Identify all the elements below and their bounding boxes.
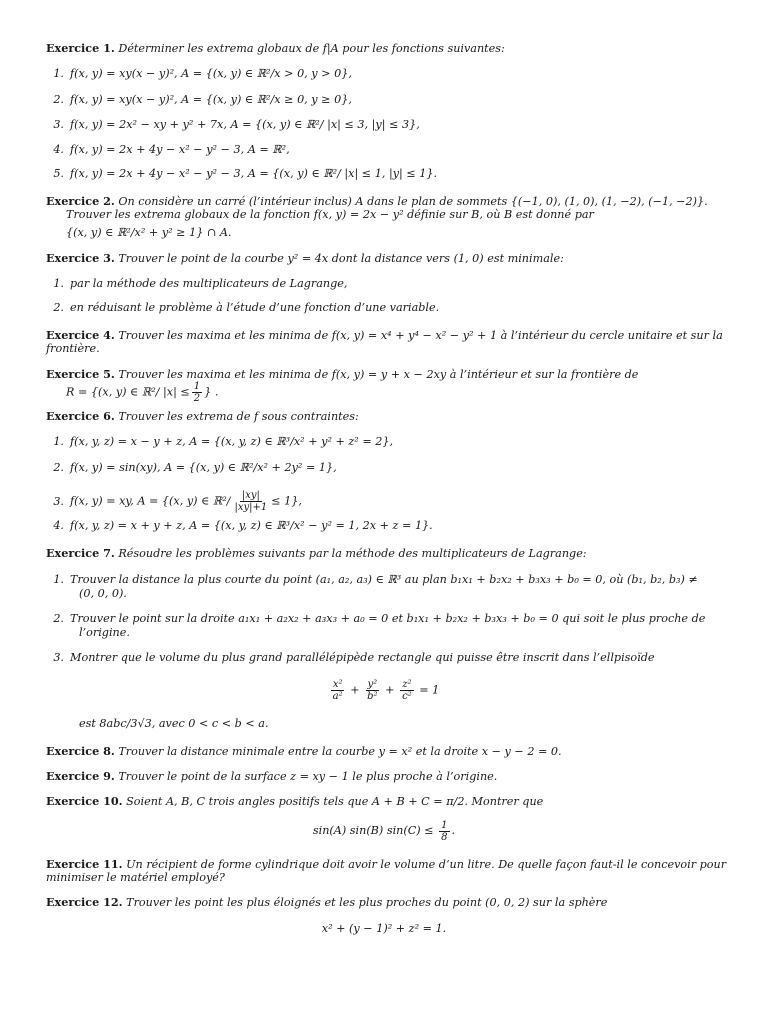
equation-rhs: = 1 xyxy=(419,683,440,697)
item-text: par la méthode des multiplicateurs de Lagrange, xyxy=(70,277,348,290)
item-number: 4. xyxy=(53,143,64,156)
exercise-6-statement xyxy=(46,409,359,424)
item-text: Trouver le point sur la droite a₁x₁ + a₂x₂ + a₃x₃ + a₀ = 0 et b₁x₁ + b₂x₂ + b₃x₃ + b₀ = 0 qui soit le plus proche de xyxy=(70,612,706,625)
exercise-5-text: Trouver les maxima et les minima de f(x, y) = y + x − 2xy à l’intérieur et sur la frontière de xyxy=(118,368,639,381)
exercise-2-line-2: Trouver les extrema globaux de la fonction f(x, y) = 2x − y² définie sur B, où B est donné par xyxy=(66,208,594,221)
exercise-4-text: Trouver les maxima et les minima de f(x, y) = x⁴ + y⁴ − x² − y² + 1 à l’intérieur du cercle unitaire et sur la xyxy=(118,329,723,342)
item-text: f(x, y, z) = x + y + z, A = {(x, y, z) ∈ ℝ³/x² − y² = 1, 2x + z = 1}. xyxy=(70,519,433,532)
exercise-11-text: Un récipient de forme cylindrique doit avoir le volume d’un litre. De quelle façon faut-il le concevoir pour xyxy=(126,858,727,871)
exercise-7-item-2-continued: l’origine. xyxy=(79,626,130,639)
exercise-8-statement xyxy=(46,744,562,759)
item-text: Montrer que le volume du plus grand parallélépipède rectangle qui puisse être inscrit dans l’ellpisoïde xyxy=(70,651,655,664)
set-definition-end: } . xyxy=(204,385,219,399)
exercise-1-heading: Exercice 1. xyxy=(46,41,115,55)
exercise-6-item-3 xyxy=(46,490,302,513)
fraction-numerator: 1 xyxy=(193,381,201,392)
fraction-numerator: x² xyxy=(332,679,343,690)
exercise-6-item-1 xyxy=(46,435,393,449)
exercise-1-item-4 xyxy=(46,143,290,157)
exercise-9-text: Trouver le point de la surface z = xy − 1 le plus proche à l’origine. xyxy=(118,770,498,783)
fraction-y2-b2 xyxy=(365,679,379,702)
inequality-lhs: sin(A) sin(B) sin(C) ≤ xyxy=(312,824,434,837)
exercise-8-heading: Exercice 8. xyxy=(46,744,115,758)
item-text: f(x, y) = xy(x − y)², A = {(x, y) ∈ ℝ²/x > 0, y > 0}, xyxy=(70,67,352,80)
exercise-2-line-3: {(x, y) ∈ ℝ²/x² + y² ≥ 1} ∩ A. xyxy=(66,226,232,239)
exercise-7-item-2 xyxy=(46,612,705,626)
item-number: 4. xyxy=(53,519,64,532)
exercise-7-heading: Exercice 7. xyxy=(46,546,115,560)
item-number: 2. xyxy=(53,461,64,474)
exercise-9-statement xyxy=(46,769,497,784)
plus-sign: + xyxy=(350,683,360,697)
exercise-6-heading: Exercice 6. xyxy=(46,409,115,423)
set-definition-start: R = {(x, y) ∈ ℝ²/ |x| ≤ xyxy=(66,385,190,399)
fraction-denominator: |xy|+1 xyxy=(234,502,268,513)
exercise-3-heading: Exercice 3. xyxy=(46,251,115,265)
item-text: f(x, y) = 2x² − xy + y² + 7x, A = {(x, y) ∈ ℝ²/ |x| ≤ 3, |y| ≤ 3}, xyxy=(70,118,420,131)
item-text: f(x, y) = 2x + 4y − x² − y² − 3, A = ℝ², xyxy=(70,143,290,156)
exercise-11-statement xyxy=(46,857,726,872)
exercise-7-conclusion: est 8abc/3√3, avec 0 < c < b < a. xyxy=(79,717,269,730)
exercise-1-text: Déterminer les extrema globaux de f|A pour les fonctions suivantes: xyxy=(118,42,505,55)
exercise-1-item-2 xyxy=(46,93,352,107)
exercise-7-item-3 xyxy=(46,651,655,665)
exercise-6-item-4 xyxy=(46,519,433,533)
exercise-10-statement xyxy=(46,794,543,809)
fraction-denominator: a² xyxy=(332,691,343,702)
item-number: 1. xyxy=(53,277,64,290)
fraction-numerator: 1 xyxy=(441,819,448,831)
item-number: 3. xyxy=(53,118,64,131)
fraction-denominator: c² xyxy=(402,691,412,702)
fraction-denominator: 8 xyxy=(441,831,448,843)
fraction-denominator: 2 xyxy=(193,393,201,404)
item-text: f(x, y, z) = x − y + z, A = {(x, y, z) ∈ ℝ³/x² + y² + z² = 2}, xyxy=(70,435,394,448)
exercise-7-item-1-continued: (0, 0, 0). xyxy=(79,587,127,600)
exercise-6-text: Trouver les extrema de f sous contraintes: xyxy=(118,410,359,423)
fraction-x2-a2 xyxy=(331,679,345,702)
inequality-end: . xyxy=(451,824,456,837)
item-text-end: ≤ 1}, xyxy=(271,494,302,508)
item-text: f(x, y) = xy(x − y)², A = {(x, y) ∈ ℝ²/x ≥ 0, y ≥ 0}, xyxy=(70,93,352,106)
exercise-3-item-2 xyxy=(46,301,439,315)
exercise-7-text: Résoudre les problèmes suivants par la méthode des multiplicateurs de Lagrange: xyxy=(118,547,587,560)
exercise-4-heading: Exercice 4. xyxy=(46,328,115,342)
exercise-1-item-3 xyxy=(46,118,420,132)
item-number: 1. xyxy=(53,573,64,586)
exercise-11-heading: Exercice 11. xyxy=(46,857,123,871)
fraction-xy xyxy=(232,490,269,513)
fraction-z2-c2 xyxy=(400,679,414,702)
exercise-9-heading: Exercice 9. xyxy=(46,769,115,783)
ellipsoid-equation xyxy=(0,679,768,702)
exercise-11-line-2: minimiser le matériel employé? xyxy=(46,871,225,884)
exercise-4-statement xyxy=(46,328,723,343)
plus-sign: + xyxy=(385,683,395,697)
exercise-2-statement xyxy=(46,194,708,209)
exercise-1-statement xyxy=(46,41,505,56)
item-text-start: f(x, y) = xy, A = {(x, y) ∈ ℝ²/ xyxy=(70,494,231,508)
fraction-numerator: |xy| xyxy=(241,490,260,501)
exercise-12-statement xyxy=(46,895,607,910)
item-number: 5. xyxy=(53,167,64,180)
item-text: en réduisant le problème à l’étude d’une fonction d’une variable. xyxy=(70,301,440,314)
item-number: 2. xyxy=(53,612,64,625)
exercise-5-line-2 xyxy=(66,381,218,404)
item-text: f(x, y) = 2x + 4y − x² − y² − 3, A = {(x, y) ∈ ℝ²/ |x| ≤ 1, |y| ≤ 1}. xyxy=(70,167,438,180)
sphere-equation: x² + (y − 1)² + z² = 1. xyxy=(321,922,447,935)
fraction-numerator: z² xyxy=(402,679,412,690)
exercise-4-line-2: frontière. xyxy=(46,342,100,355)
fraction-numerator: y² xyxy=(367,679,378,690)
item-number: 1. xyxy=(53,435,64,448)
exercise-12-heading: Exercice 12. xyxy=(46,895,123,909)
exercise-3-item-1 xyxy=(46,277,347,291)
exercise-5-heading: Exercice 5. xyxy=(46,367,115,381)
exercise-8-text: Trouver la distance minimale entre la courbe y = x² et la droite x − y − 2 = 0. xyxy=(118,745,562,758)
item-text: Trouver la distance la plus courte du point (a₁, a₂, a₃) ∈ ℝ³ au plan b₁x₁ + b₂x₂ + b₃x₃ + b₀ = 0, où (b₁, b₂, b₃) ≠ xyxy=(70,573,698,586)
item-number: 1. xyxy=(53,67,64,80)
item-number: 3. xyxy=(53,651,64,664)
exercise-10-heading: Exercice 10. xyxy=(46,794,123,808)
fraction-one-half xyxy=(192,381,202,404)
item-text: f(x, y) = sin(xy), A = {(x, y) ∈ ℝ²/x² + 2y² = 1}, xyxy=(70,461,337,474)
exercise-5-statement xyxy=(46,367,638,382)
sine-inequality xyxy=(0,819,768,843)
fraction-denominator: b² xyxy=(367,691,378,702)
exercise-12-text: Trouver les point les plus éloignés et les plus proches du point (0, 0, 2) sur la sphère xyxy=(126,896,608,909)
exercise-10-text: Soient A, B, C trois angles positifs tels que A + B + C = π/2. Montrer que xyxy=(126,795,544,808)
exercise-7-statement xyxy=(46,546,587,561)
exercise-2-text: On considère un carré (l’intérieur inclus) A dans le plan de sommets {(−1, 0), (1, 0), (1, −2), (−1, −2)}. xyxy=(118,195,708,208)
item-number: 3. xyxy=(53,494,64,508)
exercise-1-item-1 xyxy=(46,67,352,81)
exercise-6-item-2 xyxy=(46,461,337,475)
item-number: 2. xyxy=(53,301,64,314)
exercise-3-statement xyxy=(46,251,564,266)
exercise-7-item-1 xyxy=(46,573,698,587)
item-number: 2. xyxy=(53,93,64,106)
exercise-2-heading: Exercice 2. xyxy=(46,194,115,208)
exercise-3-text: Trouver le point de la courbe y² = 4x dont la distance vers (1, 0) est minimale: xyxy=(118,252,564,265)
fraction-one-eighth xyxy=(439,820,449,843)
exercise-1-item-5 xyxy=(46,167,437,181)
